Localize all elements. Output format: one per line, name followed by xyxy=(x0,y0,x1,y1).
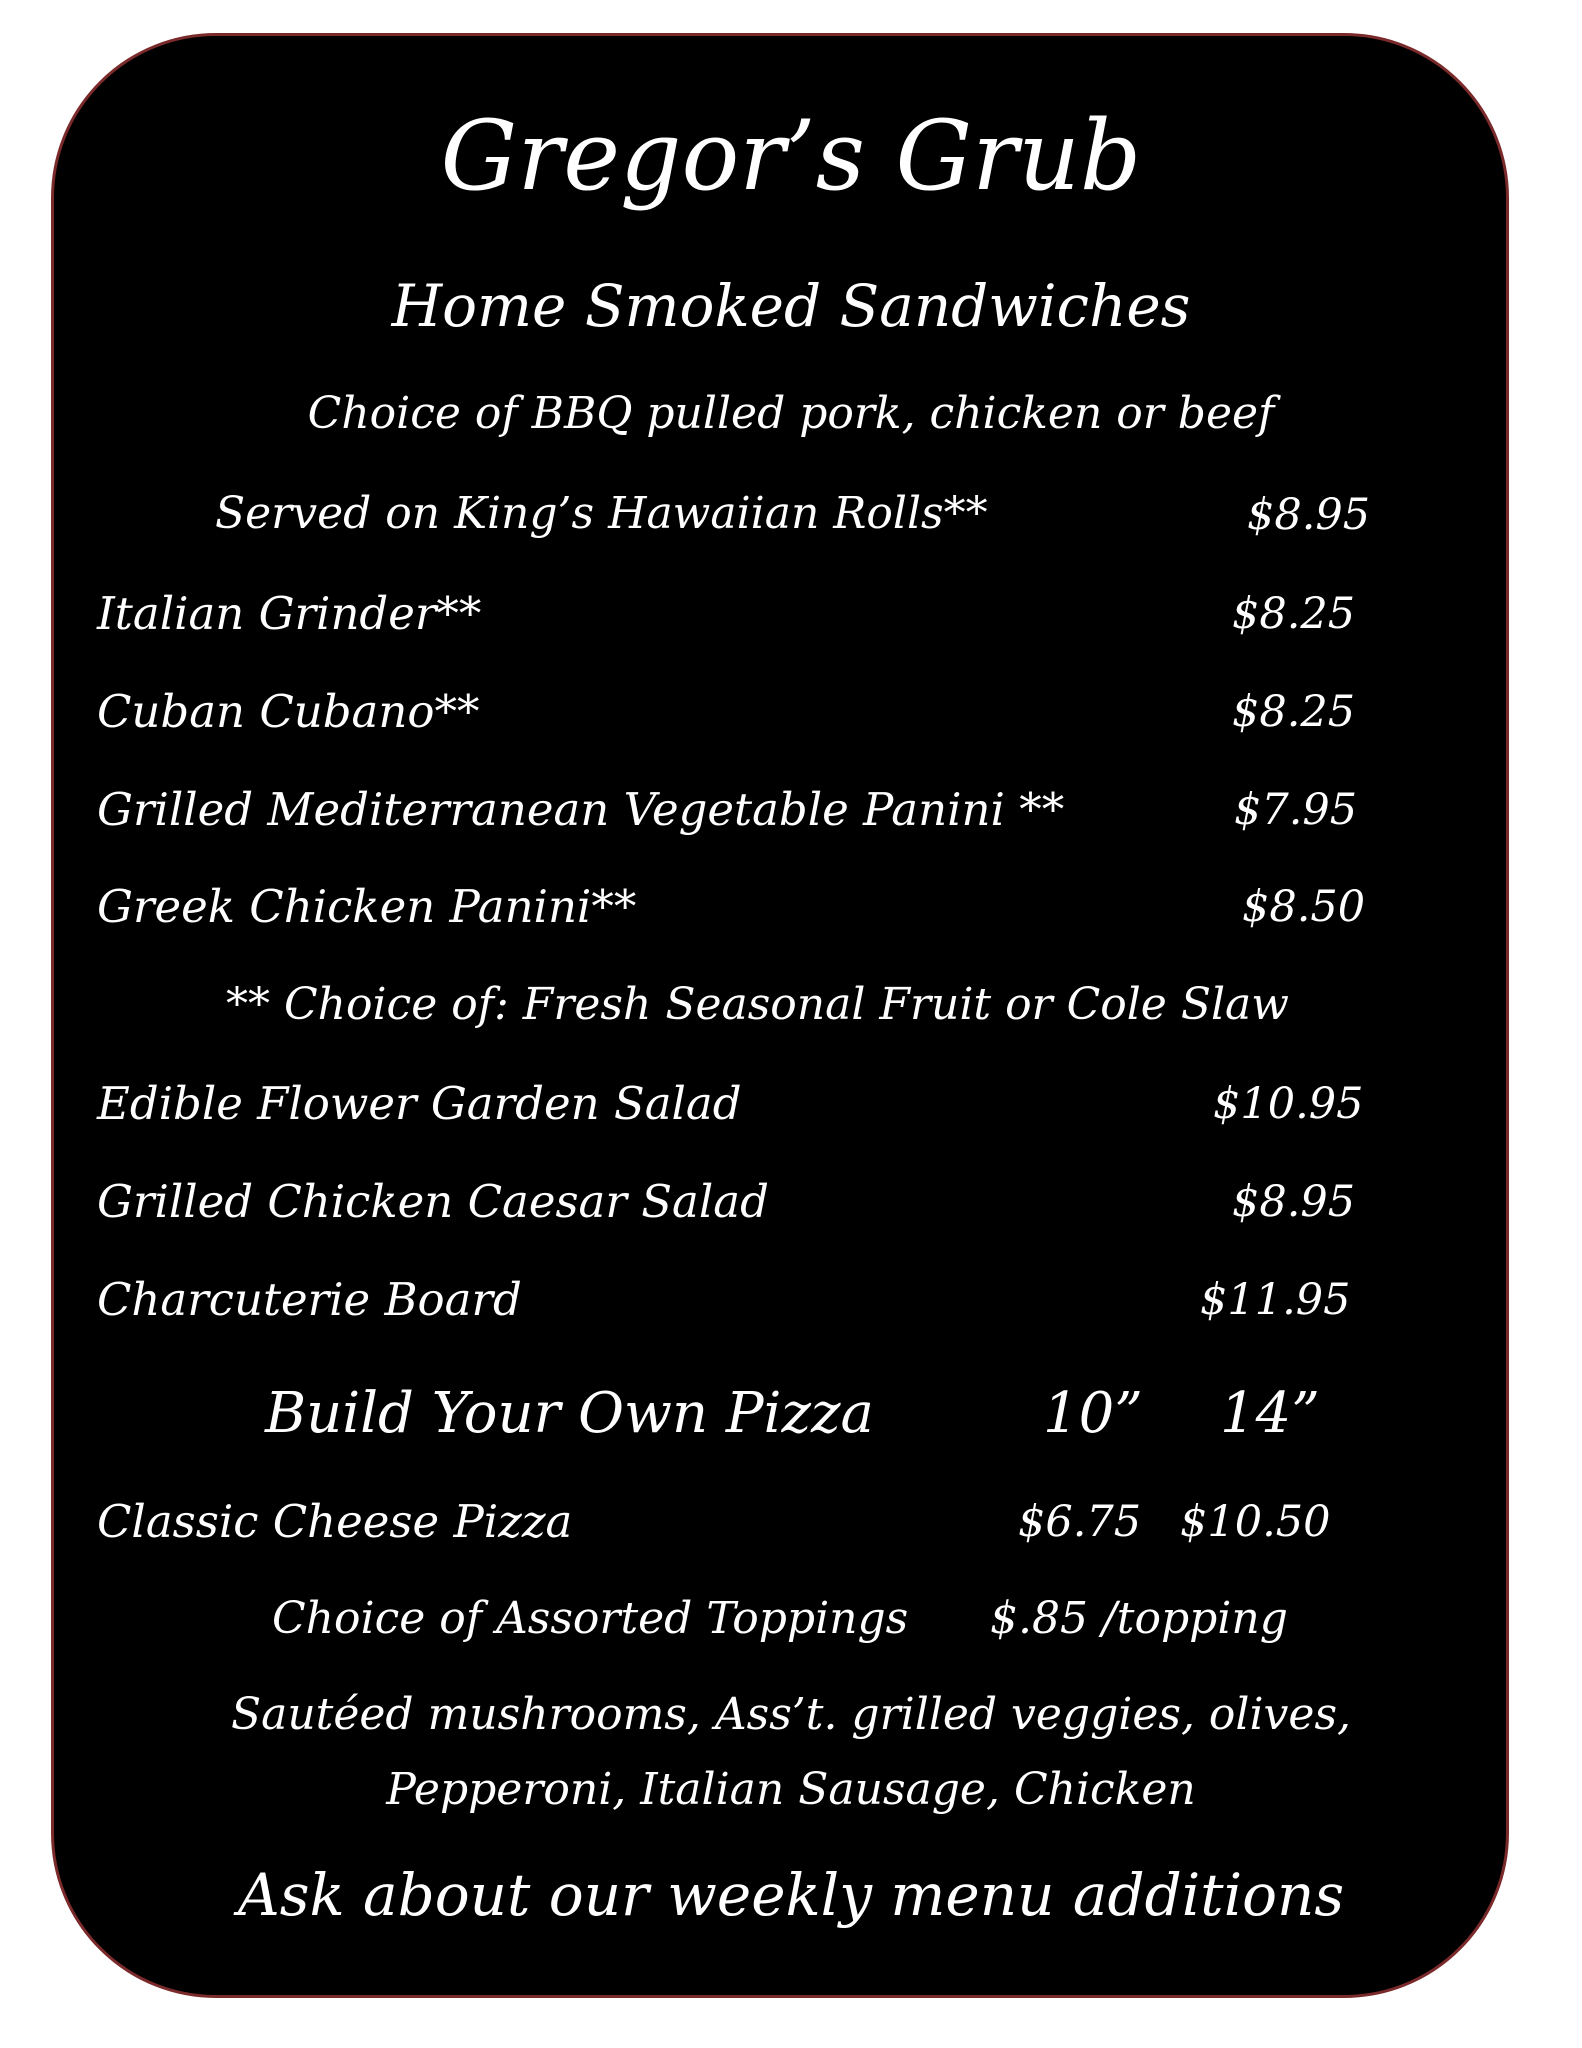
pizza-toppings-price: $.85 /topping xyxy=(990,1593,1288,1644)
sandwich-choice-note: Choice of BBQ pulled pork, chicken or beef xyxy=(307,388,1275,439)
pizza-size-large: 14” xyxy=(1220,1381,1320,1446)
pizza-classic-price-small: $6.75 xyxy=(1018,1497,1142,1547)
pizza-toppings-list-line1: Sautéed mushrooms, Ass’t. grilled veggies, olives, xyxy=(230,1689,1352,1740)
menu-item-price: $8.25 xyxy=(1232,687,1356,737)
menu-item-name: Charcuterie Board xyxy=(97,1273,522,1326)
sandwich-served-note: Served on King’s Hawaiian Rolls** xyxy=(215,488,988,539)
sandwich-price: $8.95 xyxy=(1247,490,1371,540)
pizza-classic-price-large: $10.50 xyxy=(1180,1497,1331,1547)
menu-item-price: $7.95 xyxy=(1234,785,1358,835)
pizza-size-small: 10” xyxy=(1043,1381,1143,1446)
menu-item-price: $10.95 xyxy=(1213,1079,1364,1129)
menu-subtitle: Home Smoked Sandwiches xyxy=(391,272,1191,340)
menu-item-price: $8.95 xyxy=(1232,1177,1356,1227)
menu-item-price: $8.25 xyxy=(1232,589,1356,639)
footer-note: Ask about our weekly menu additions xyxy=(237,1861,1345,1929)
menu-item-name: Italian Grinder** xyxy=(97,587,482,640)
menu-item-name: Greek Chicken Panini** xyxy=(97,880,637,933)
menu-item-price: $8.50 xyxy=(1242,882,1366,932)
pizza-heading: Build Your Own Pizza xyxy=(265,1381,874,1446)
side-choice-note: ** Choice of: Fresh Seasonal Fruit or Cole Slaw xyxy=(226,979,1289,1030)
menu-item-name: Cuban Cubano** xyxy=(97,685,480,738)
pizza-toppings-list-line2: Pepperoni, Italian Sausage, Chicken xyxy=(386,1764,1196,1815)
menu-item-price: $11.95 xyxy=(1200,1275,1351,1325)
menu-title: Gregor’s Grub xyxy=(440,100,1142,212)
menu-item-name: Grilled Chicken Caesar Salad xyxy=(97,1175,769,1228)
menu-item-name: Grilled Mediterranean Vegetable Panini ** xyxy=(97,783,1065,836)
pizza-toppings-label: Choice of Assorted Toppings xyxy=(272,1593,909,1644)
pizza-classic-name: Classic Cheese Pizza xyxy=(97,1495,573,1548)
menu-item-name: Edible Flower Garden Salad xyxy=(97,1077,742,1130)
